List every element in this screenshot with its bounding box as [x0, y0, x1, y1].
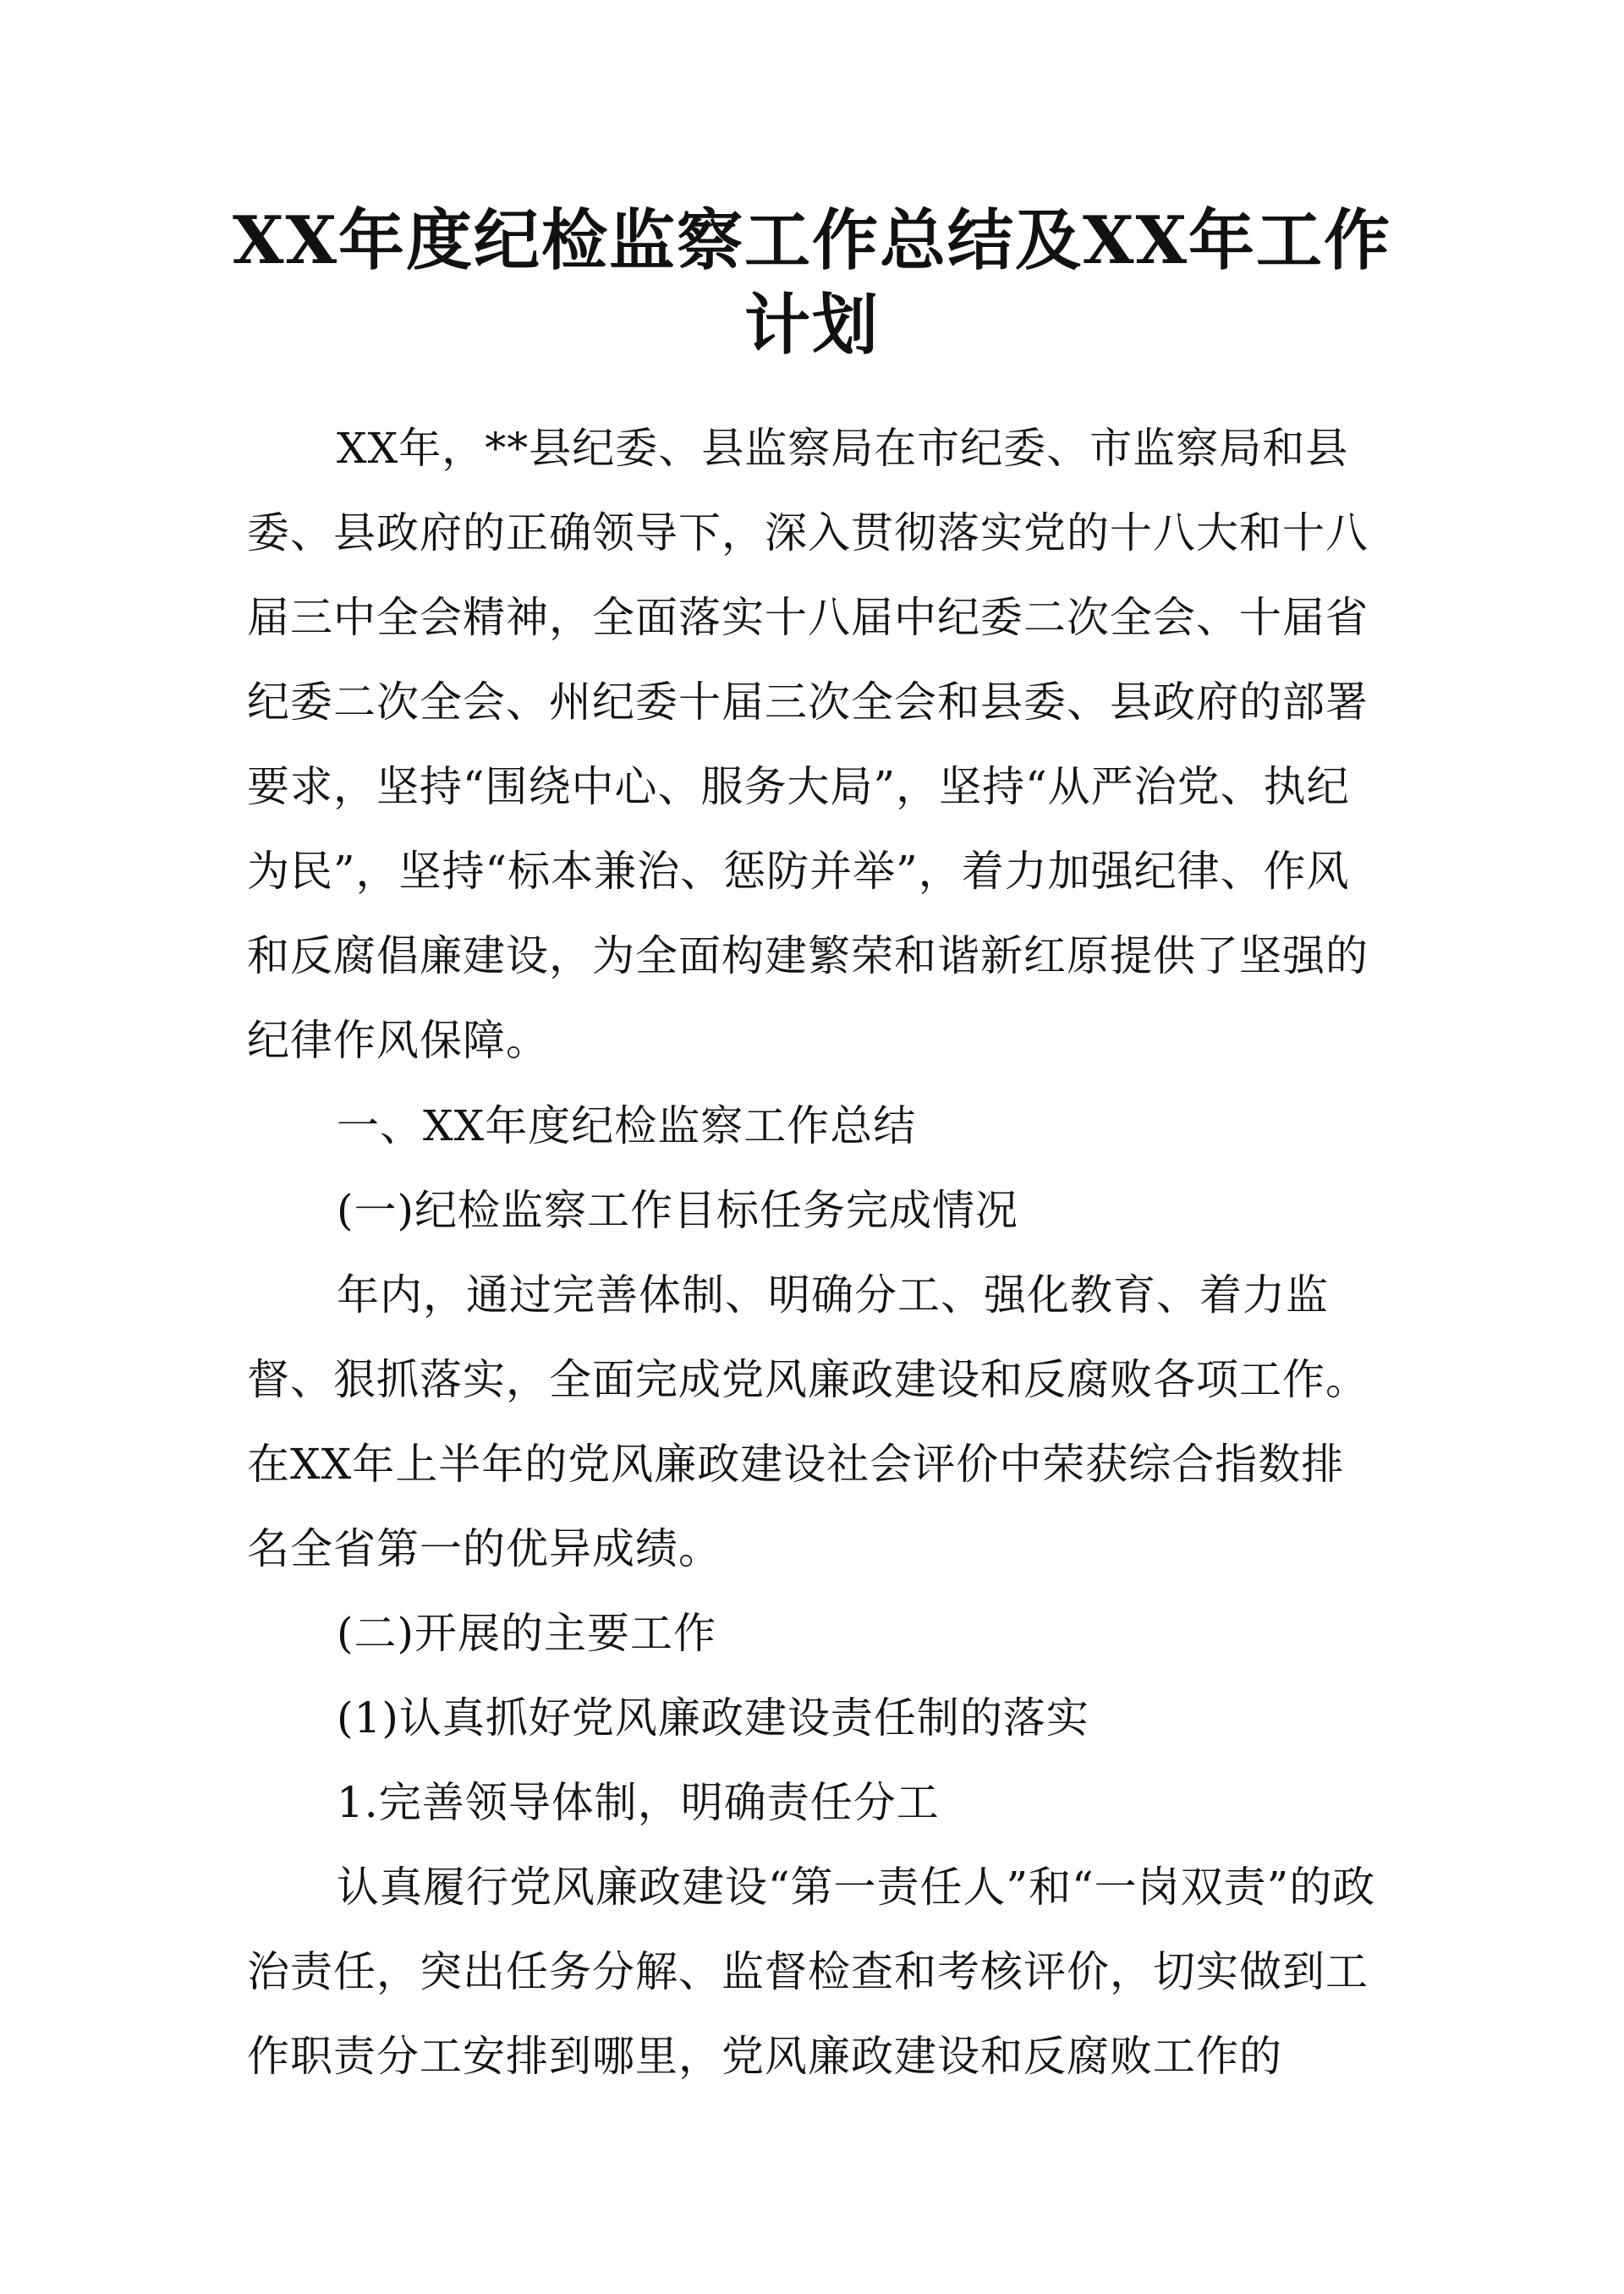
subsection-heading-1: (一)纪检监察工作目标任务完成情况: [337, 1186, 1019, 1235]
subsection-heading-2: (二)开展的主要工作: [337, 1609, 717, 1658]
paragraph-responsibility: 认真履行党风廉政建设“第一责任人”和“一岗双责”的政治责任，突出任务分解、监督检查和考核评价，切实做到工作职责分工安排到哪里，党风廉政建设和反腐败工作的: [247, 1863, 1376, 2081]
section-heading-1: 一、XX年度纪检监察工作总结: [337, 1101, 917, 1150]
intro-paragraph: XX年，**县纪委、县监察局在市纪委、市监察局和县委、县政府的正确领导下，深入贯彻落实党的十八大和十八届三中全会精神，全面落实十八届中纪委二次全会、十届省纪委二次全会、州纪委十届三次全会和县委、县政府的部署要求，坚持“围绕中心、服务大局”，坚持“从严治党、执纪为民”，坚持“标本兼治、惩防并举”，着力加强纪律、作风和反腐倡廉建设，为全面构建繁荣和谐新红原提供了坚强的纪律作风保障。: [247, 424, 1369, 1065]
paragraph-completion-status: 年内，通过完善体制、明确分工、强化教育、着力监督、狠抓落实，全面完成党风廉政建设和反腐败各项工作。在XX年上半年的党风廉政建设社会评价中荣获综合指数排名全省第一的优异成绩。: [247, 1270, 1369, 1573]
document-title-line-1: XX年度纪检监察工作总结及XX年工作: [232, 202, 1392, 279]
document-title-line-2: 计划: [743, 287, 880, 364]
item-heading-1: (1)认真抓好党风廉政建设责任制的落实: [337, 1693, 1089, 1742]
point-heading-1: 1.完善领导体制，明确责任分工: [337, 1778, 940, 1827]
